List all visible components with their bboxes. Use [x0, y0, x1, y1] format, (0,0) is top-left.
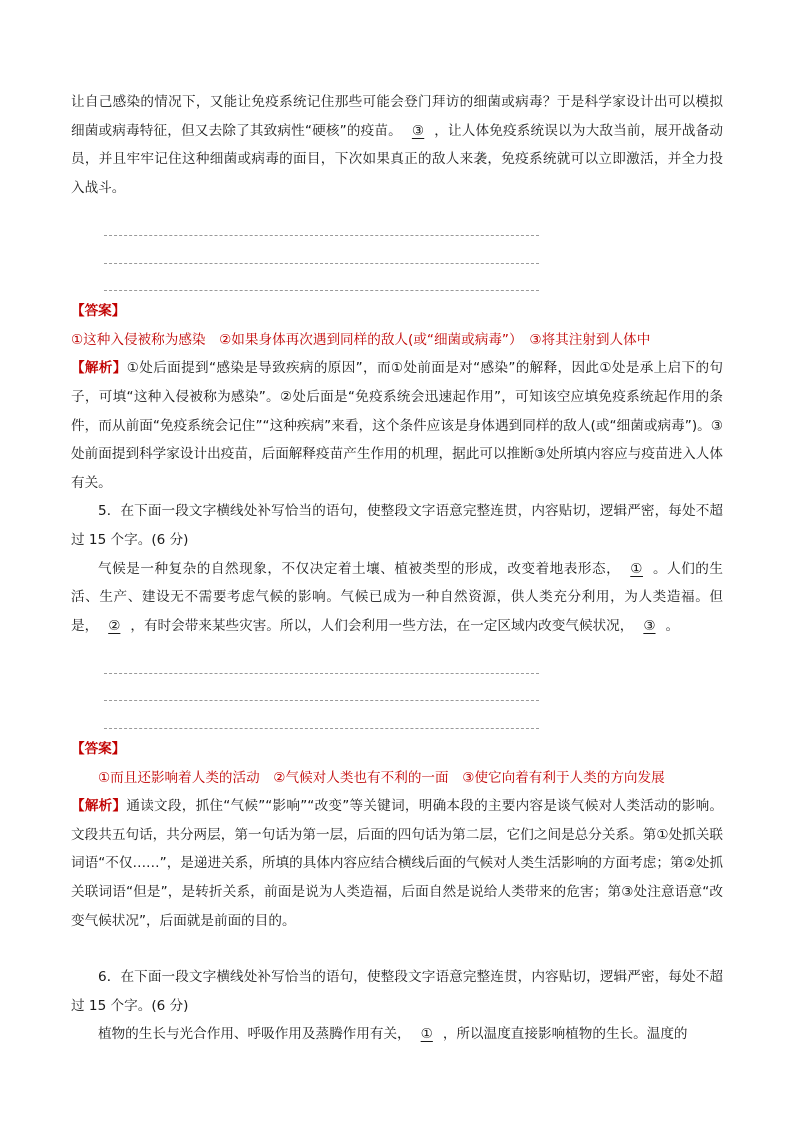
answer-line [104, 264, 539, 292]
answer-line [104, 701, 539, 729]
q4-analysis: 【解析】①处后面提到“感染是导致疾病的原因”，而①处前面是对“感染”的解释，因此①处是承上启下的句子，可填“这种入侵被称为感染”。②处后面是“免疫系统会迅速起作用”，可知该空应填免疫系统起作用的条件，而从前面“免疫系统会记住”“这种疾病”来看，这个条件应该是身体遇到同样的敌人(或“细菌或病毒”)。③处前面提到科学家设计出疫苗，后面解释疫苗产生作用的机理，据此可以推断③处所填内容应与疫苗进入人体有关。 [71, 360, 724, 491]
q5-answer-text: ①而且还影响着人类的活动 ②气候对人类也有不利的一面 ③使它向着有利于人类的方向发展 [98, 769, 665, 786]
document-page [71, 88, 723, 1049]
q5-answer-heading: 【答案】 [71, 741, 126, 758]
q6-blank-1: ① [420, 1026, 433, 1043]
q5-passage: 气候是一种复杂的自然现象，不仅决定着土壤、植被类型的形成，改变着地表形态， ① 。人们的生活、生产、建设无不需要考虑气候的影响。气候已成为一种自然资源，供人类充分利用，为人类造福。但是， ② ，有时会带来某些灾害。所以，人们会利用一些方法，在一定区域内改变气候状况， ③ 。 [71, 560, 724, 634]
q5-analysis: 【解析】通读文段，抓住“气候”“影响”“改变”等关键词，明确本段的主要内容是谈气候对人类活动的影响。文段共五句话，共分两层，第一句话为第一层，后面的四句话为第二层，它们之间是总分关系。第①处抓关联词语“不仅……”，是递进关系，所填的具体内容应结合横线后面的气候对人类生活影响的方面考虑；第②处抓关联词语“但是”，是转折关系，前面是说为人类造福，后面自然是说给人类带来的危害；第③处注意语意“改变气候状况”，后面就是前面的目的。 [71, 798, 723, 929]
q5-blank-1: ① [630, 560, 643, 577]
q5-blank-3: ③ [643, 617, 656, 634]
q5-blank-2: ② [108, 617, 121, 634]
q4-passage: 让自己感染的情况下，又能让免疫系统记住那些可能会登门拜访的细菌或病毒？于是科学家设计出可以模拟细菌或病毒特征，但又去除了其致病性“硬核”的疫苗。 ③ ，让人体免疫系统误以为大敌当前，展开战备动员，并且牢牢记住这种细菌或病毒的面目，下次如果真正的敌人来袭，免疫系统就可以立即激活，并全力投入战斗。 [71, 94, 724, 196]
q6-passage: 植物的生长与光合作用、呼吸作用及蒸腾作用有关， ① ，所以温度直接影响植物的生长。温度的 [98, 1026, 688, 1043]
q4-answer-lines [71, 208, 723, 291]
answer-line [104, 646, 539, 674]
q5-question: 5．在下面一段文字横线处补写恰当的语句，使整段文字语意完整连贯，内容贴切，逻辑严密，每处不超过 15 个字。(6 分) [71, 503, 723, 548]
q5-answer-lines [71, 646, 723, 729]
answer-line [104, 674, 539, 702]
q4-answer-text: ①这种入侵被称为感染 ②如果身体再次遇到同样的敌人(或“细菌或病毒”） ③将其注射到人体中 [71, 331, 651, 348]
q4-answer-heading: 【答案】 [71, 303, 126, 320]
answer-line [104, 236, 539, 264]
answer-line [104, 208, 539, 236]
q4-blank-3: ③ [411, 122, 425, 139]
q6-question: 6．在下面一段文字横线处补写恰当的语句，使整段文字语意完整连贯，内容贴切，逻辑严密，每处不超过 15 个字。(6 分) [71, 969, 723, 1014]
